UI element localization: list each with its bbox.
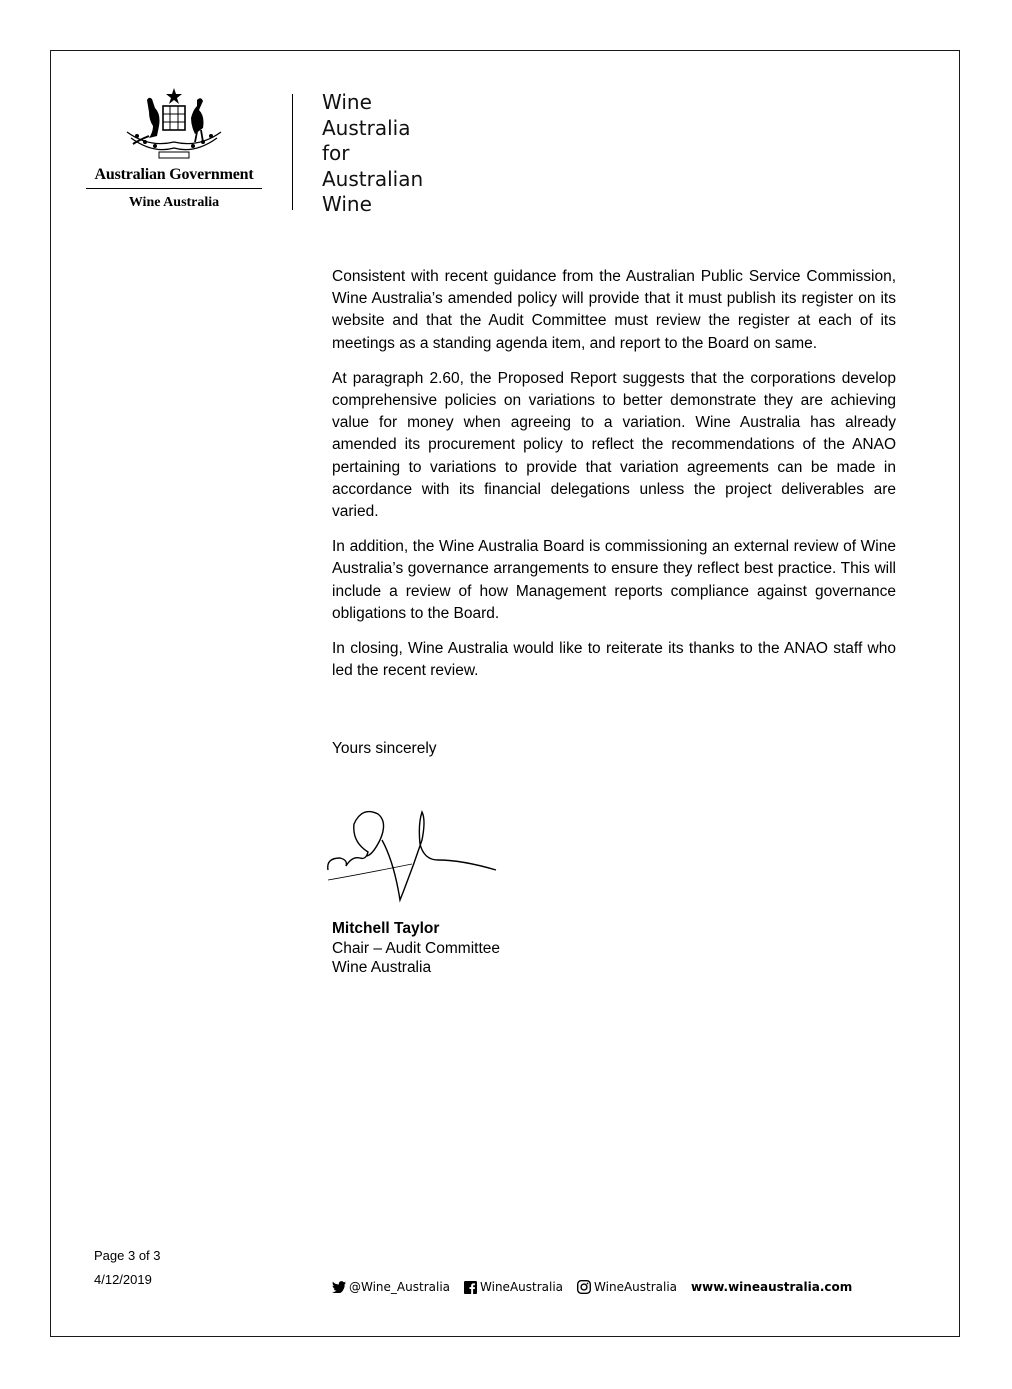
tagline-line: Australia: [322, 115, 411, 140]
instagram-handle: WineAustralia: [594, 1280, 678, 1294]
facebook-link[interactable]: [464, 1280, 563, 1294]
letter-body: [332, 266, 896, 695]
signatory-organisation: Wine Australia: [332, 959, 432, 976]
signatory-block: [332, 919, 500, 978]
instagram-link[interactable]: [577, 1280, 677, 1294]
government-logo: [84, 86, 264, 211]
facebook-icon: [464, 1281, 477, 1294]
tagline-line: for: [322, 141, 350, 165]
tagline-line: Australian: [322, 166, 424, 191]
page-number: Page 3 of 3: [94, 1248, 161, 1263]
government-name: Australian Government: [94, 166, 254, 183]
tagline-line: Wine: [322, 90, 372, 114]
signatory-title: Chair – Audit Committee: [332, 939, 500, 957]
twitter-link[interactable]: [332, 1280, 450, 1294]
instagram-icon: [577, 1280, 591, 1294]
letter-closing: Yours sincerely: [332, 740, 437, 757]
header-divider: [292, 94, 293, 210]
signatory-name: Mitchell Taylor: [332, 920, 440, 937]
letter-paragraph: At paragraph 2.60, the Proposed Report suggests that the corporations develop comprehensive policies on variations to better demonstrate they are achieving value for money when agreeing to a variation. Wine Australia has already amended its procurement policy to reflect the recommendations of the ANAO pertaining to variations to provide that variation agreements can be made in accordance with its financial delegations unless the project deliverables are varied.: [332, 369, 896, 521]
coat-of-arms-icon: [119, 86, 229, 166]
facebook-handle: WineAustralia: [480, 1280, 564, 1294]
document-date: 4/12/2019: [94, 1272, 152, 1287]
twitter-icon: [332, 1281, 346, 1293]
website-link[interactable]: www.wineaustralia.com: [691, 1280, 853, 1294]
logo-divider: [86, 188, 262, 189]
signature-image: [322, 800, 502, 910]
letter-paragraph: Consistent with recent guidance from the Australian Public Service Commission, Wine Australia’s amended policy will provide that it must publish its register on its website and that the Audit Committee must review the register at each of its meetings as a standing agenda item, and report to the Board on same.: [332, 268, 896, 352]
letter-paragraph: In addition, the Wine Australia Board is commissioning an external review of Wine Australia’s governance arrangements to ensure they reflect best practice. This will include a review of how Management reports compliance against governance obligations to the Board.: [332, 538, 896, 622]
letter-paragraph: In closing, Wine Australia would like to reiterate its thanks to the ANAO staff who led the recent review.: [332, 640, 896, 680]
footer-social-links: [332, 1280, 866, 1294]
brand-tagline: [322, 90, 423, 218]
footer-page-info: [94, 1244, 161, 1292]
tagline-line: Wine: [322, 192, 372, 216]
twitter-handle: @Wine_Australia: [349, 1280, 451, 1294]
agency-name: Wine Australia: [128, 195, 220, 210]
